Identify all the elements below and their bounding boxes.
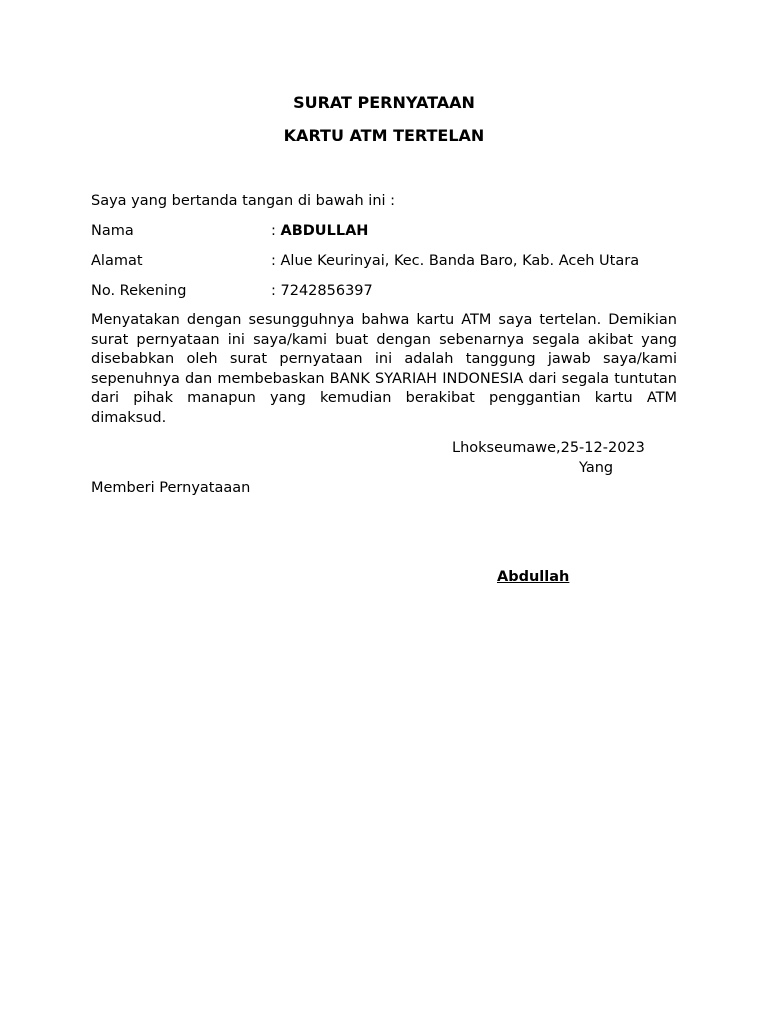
name-value: ABDULLAH	[280, 223, 369, 239]
place-date: Lhokseumawe,25-12-2023	[452, 440, 645, 456]
closing-line: Memberi Pernyataaan	[91, 480, 251, 496]
closing-word: Yang	[579, 460, 614, 476]
field-separator: :	[271, 223, 276, 239]
statement-paragraph: Menyatakan dengan sesungguhnya bahwa kartu ATM saya tertelan. Demikian surat pernyataan ini saya/kami buat dengan sebenarnya segala akibat yang disebabkan oleh surat pernyataan ini adalah tanggung jawab saya/kami sepenuhnya dan membebaskan BANK SYARIAH INDONESIA dari segala tuntutan dari pihak manapun yang kemudian berakibat penggantian kartu ATM dimaksud.	[91, 312, 677, 426]
field-label-rekening: No. Rekening	[91, 283, 187, 299]
field-label-alamat: Alamat	[91, 253, 143, 269]
address-value: Alue Keurinyai, Kec. Banda Baro, Kab. Aceh Utara	[280, 253, 640, 269]
signer-name: Abdullah	[497, 569, 570, 585]
field-label-nama: Nama	[91, 223, 134, 239]
document-subtitle: KARTU ATM TERTELAN	[283, 126, 485, 145]
field-value-rekening	[271, 281, 373, 301]
field-separator: :	[271, 253, 276, 269]
field-value-nama	[271, 221, 368, 241]
document-title: SURAT PERNYATAAN	[293, 93, 475, 112]
field-value-alamat	[271, 251, 639, 271]
field-separator: :	[271, 283, 276, 299]
account-number-value: 7242856397	[280, 283, 373, 299]
intro-text: Saya yang bertanda tangan di bawah ini :	[91, 193, 396, 209]
